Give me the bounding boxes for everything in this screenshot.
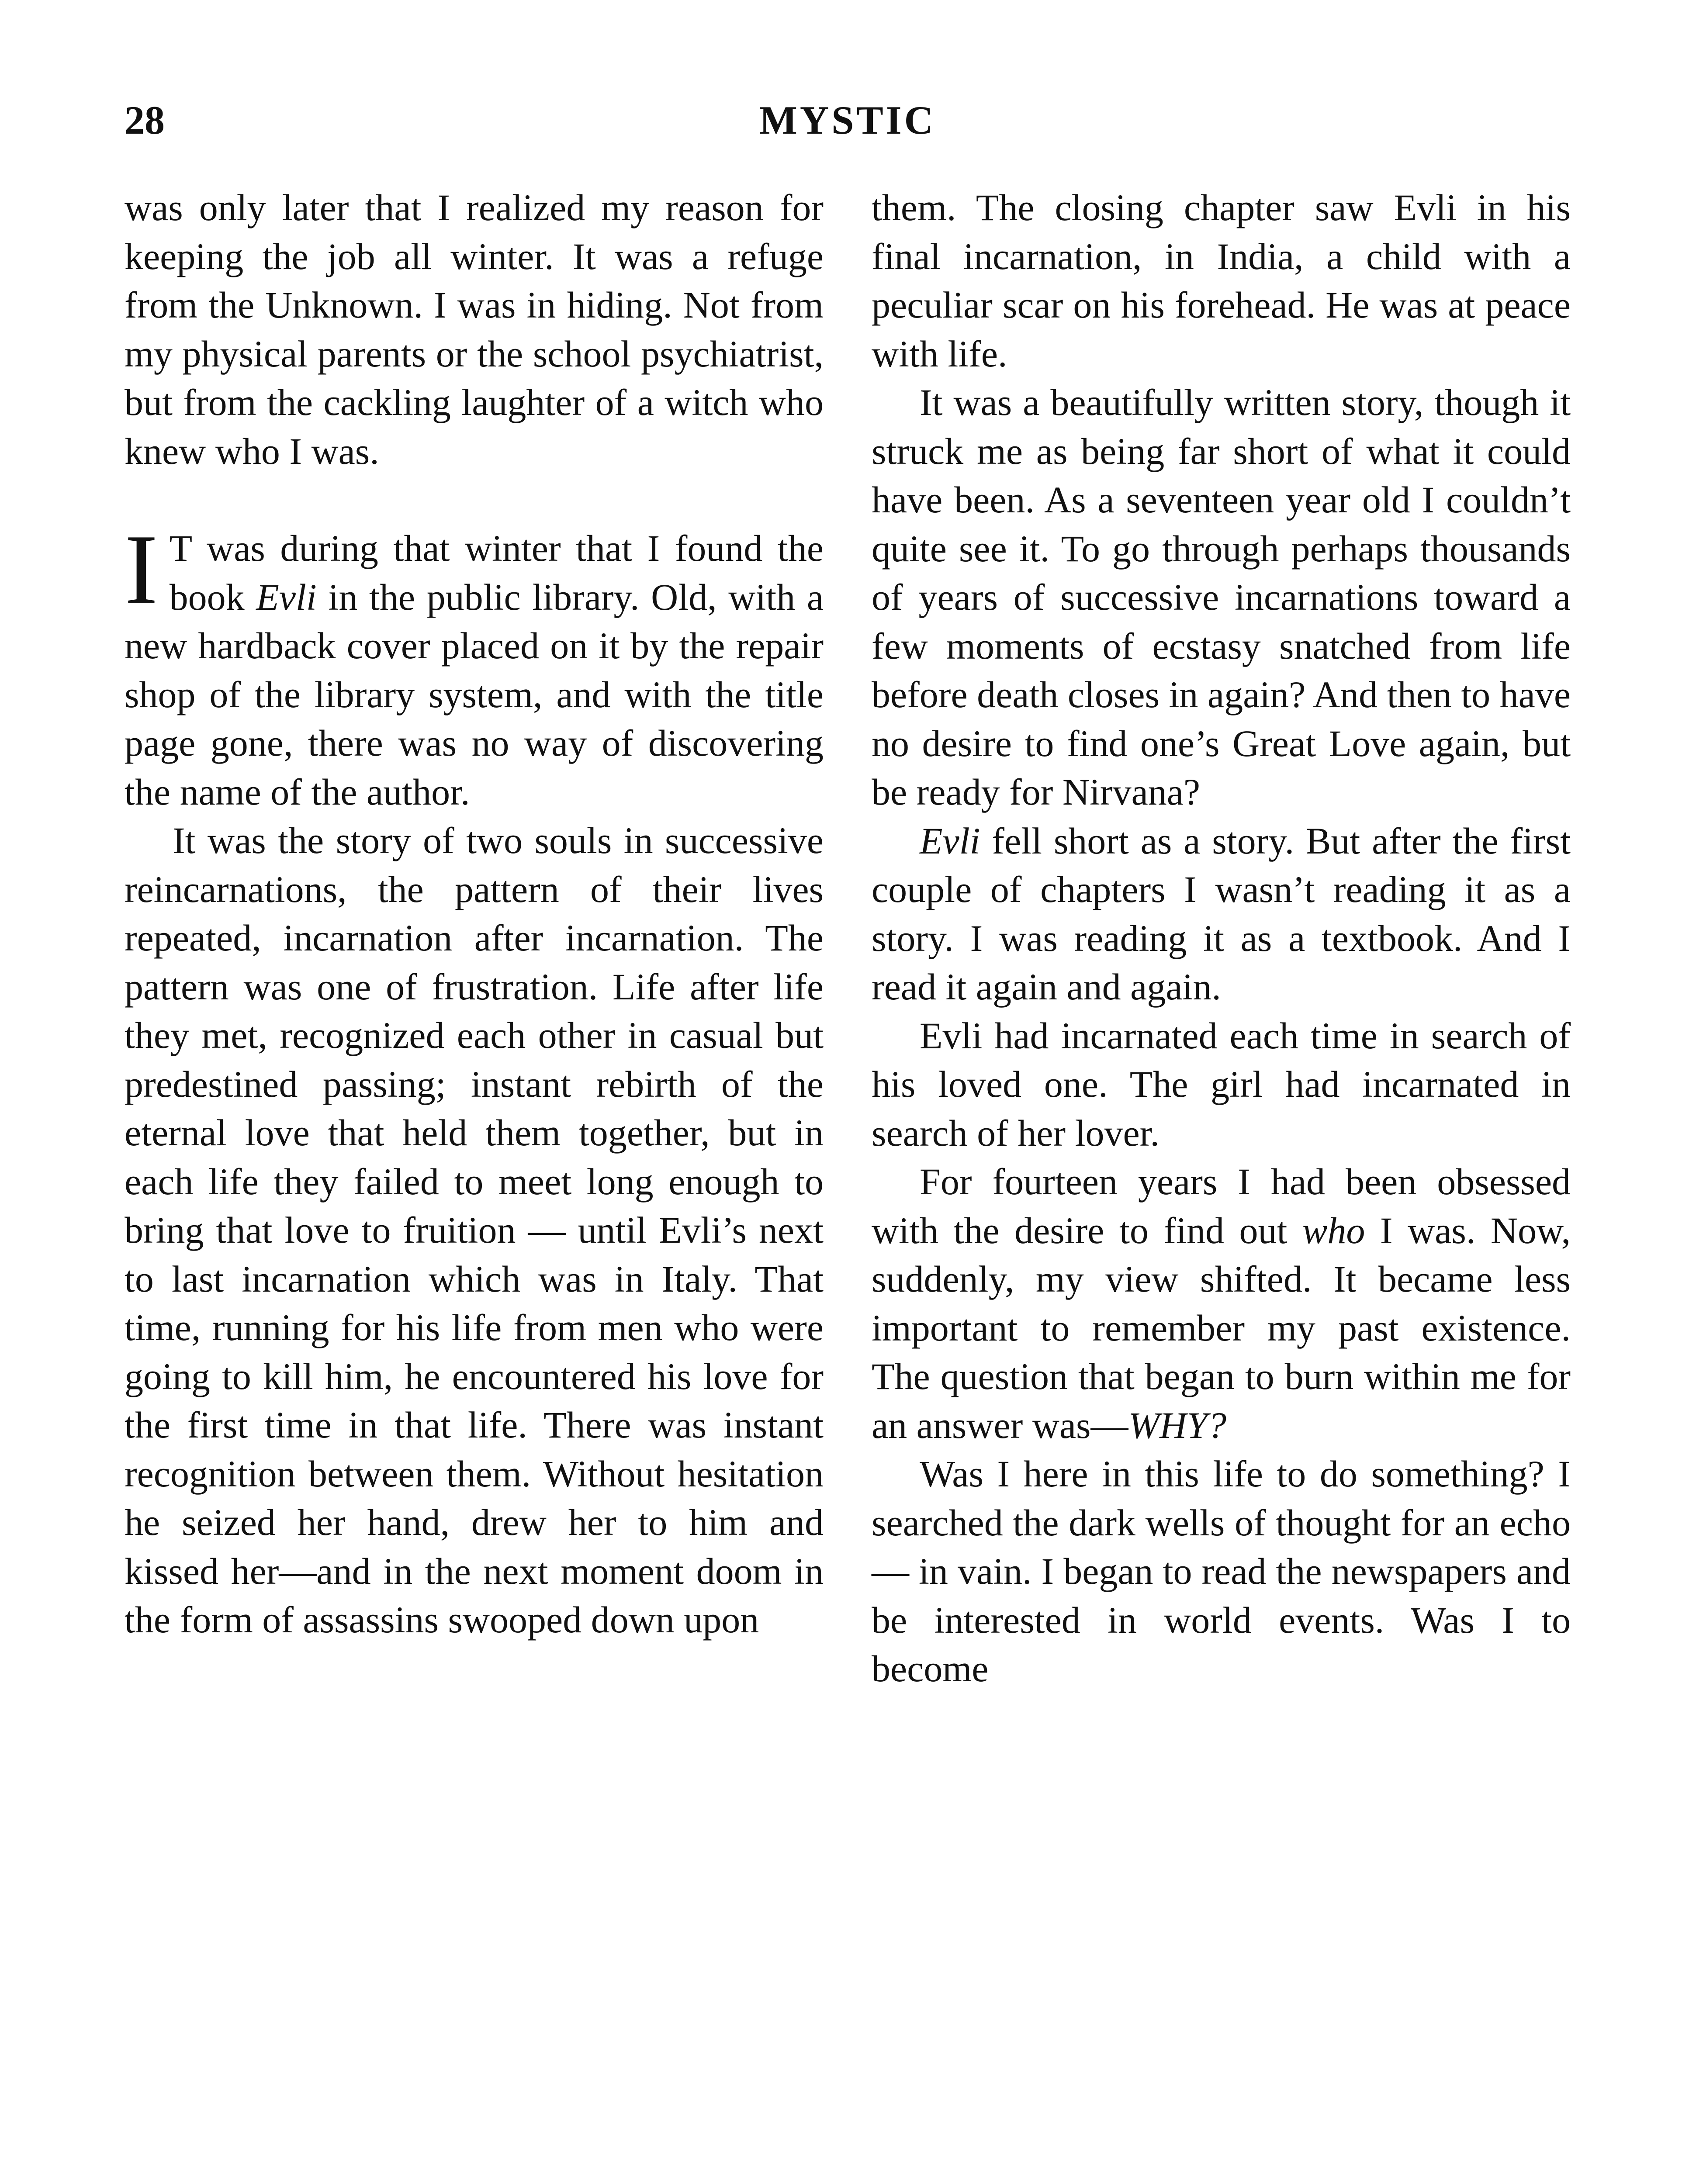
drop-cap: I: [125, 514, 158, 625]
paragraph-text: in the public library. Old, with a new hardback cover placed on it by the repair shop of the library system, and with the title page gone, there was no way of discovering the name of the author.: [125, 576, 824, 813]
paragraph: [125, 514, 824, 816]
book-title: Evli: [920, 819, 980, 862]
paragraph: was only later that I realized my reason for keeping the job all winter. It was a refuge from the Unknown. I was in hiding. Not from my physical parents or the school psychiatrist, but from the cackling laughter of a witch who knew who I was.: [125, 187, 824, 472]
paragraph: Evli had incarnated each time in search of his loved one. The girl had incarnated in search of her lover.: [872, 1014, 1571, 1154]
paragraph-text: fell short as a story. But after the first couple of chapters I wasn’t reading it as a story. I was reading it as a textbook. And I read it again and again.: [872, 819, 1571, 1008]
paragraph-text: I was. Now, suddenly, my view shifted. It became less important to remember my past existence. The question that began to burn within me for an answer was—: [872, 1209, 1571, 1446]
paragraph: It was a beautifully written story, though it struck me as being far short of what it could have been. As a seventeen year old I couldn’t quite see it. To go through perhaps thousands of years of successive incarnations toward a few moments of ecstasy snatched from life before death closes in again? And then to have no desire to find one’s Great Love again, but be ready for Nirvana?: [872, 381, 1571, 813]
emphasis: WHY?: [1128, 1404, 1227, 1446]
page-header: [125, 94, 1571, 155]
paragraph: [872, 1158, 1571, 1450]
page-number: 28: [125, 98, 165, 142]
left-column: [125, 183, 824, 1645]
paragraph: Was I here in this life to do something? I searched the dark wells of thought for an echo— in vain. I began to read the newspapers and be interested in world events. Was I to become: [872, 1453, 1571, 1690]
paragraph: It was the story of two souls in successive reincarnations, the pattern of their lives repeated, incarnation after incarnation. The pattern was one of frustration. Life after life they met, recognized each other in casual but predestined passing; instant rebirth of the eternal love that held them together, but in each life they failed to meet long enough to bring that love to fruition — until Evli’s next to last incarnation which was in Italy. That time, running for his life from men who were going to kill him, he encountered his love for the first time in that life. There was instant recognition between them. Without hesitation he seized her hand, drew her to him and kissed her—and in the next moment doom in the form of assassins swooped down upon: [125, 819, 824, 1641]
paragraph: them. The closing chapter saw Evli in his final incarnation, in India, a child with a peculiar scar on his forehead. He was at peace with life.: [872, 187, 1571, 375]
running-title: MYSTIC: [759, 98, 936, 142]
paragraph-text: T was during that winter that I found the book: [169, 527, 824, 618]
paragraph-text: For fourteen years I had been obsessed with the desire to find out: [872, 1161, 1571, 1251]
emphasis: who: [1302, 1209, 1365, 1251]
paragraph: [872, 817, 1571, 1012]
book-title: Evli: [256, 576, 317, 618]
right-column: [872, 183, 1571, 1693]
